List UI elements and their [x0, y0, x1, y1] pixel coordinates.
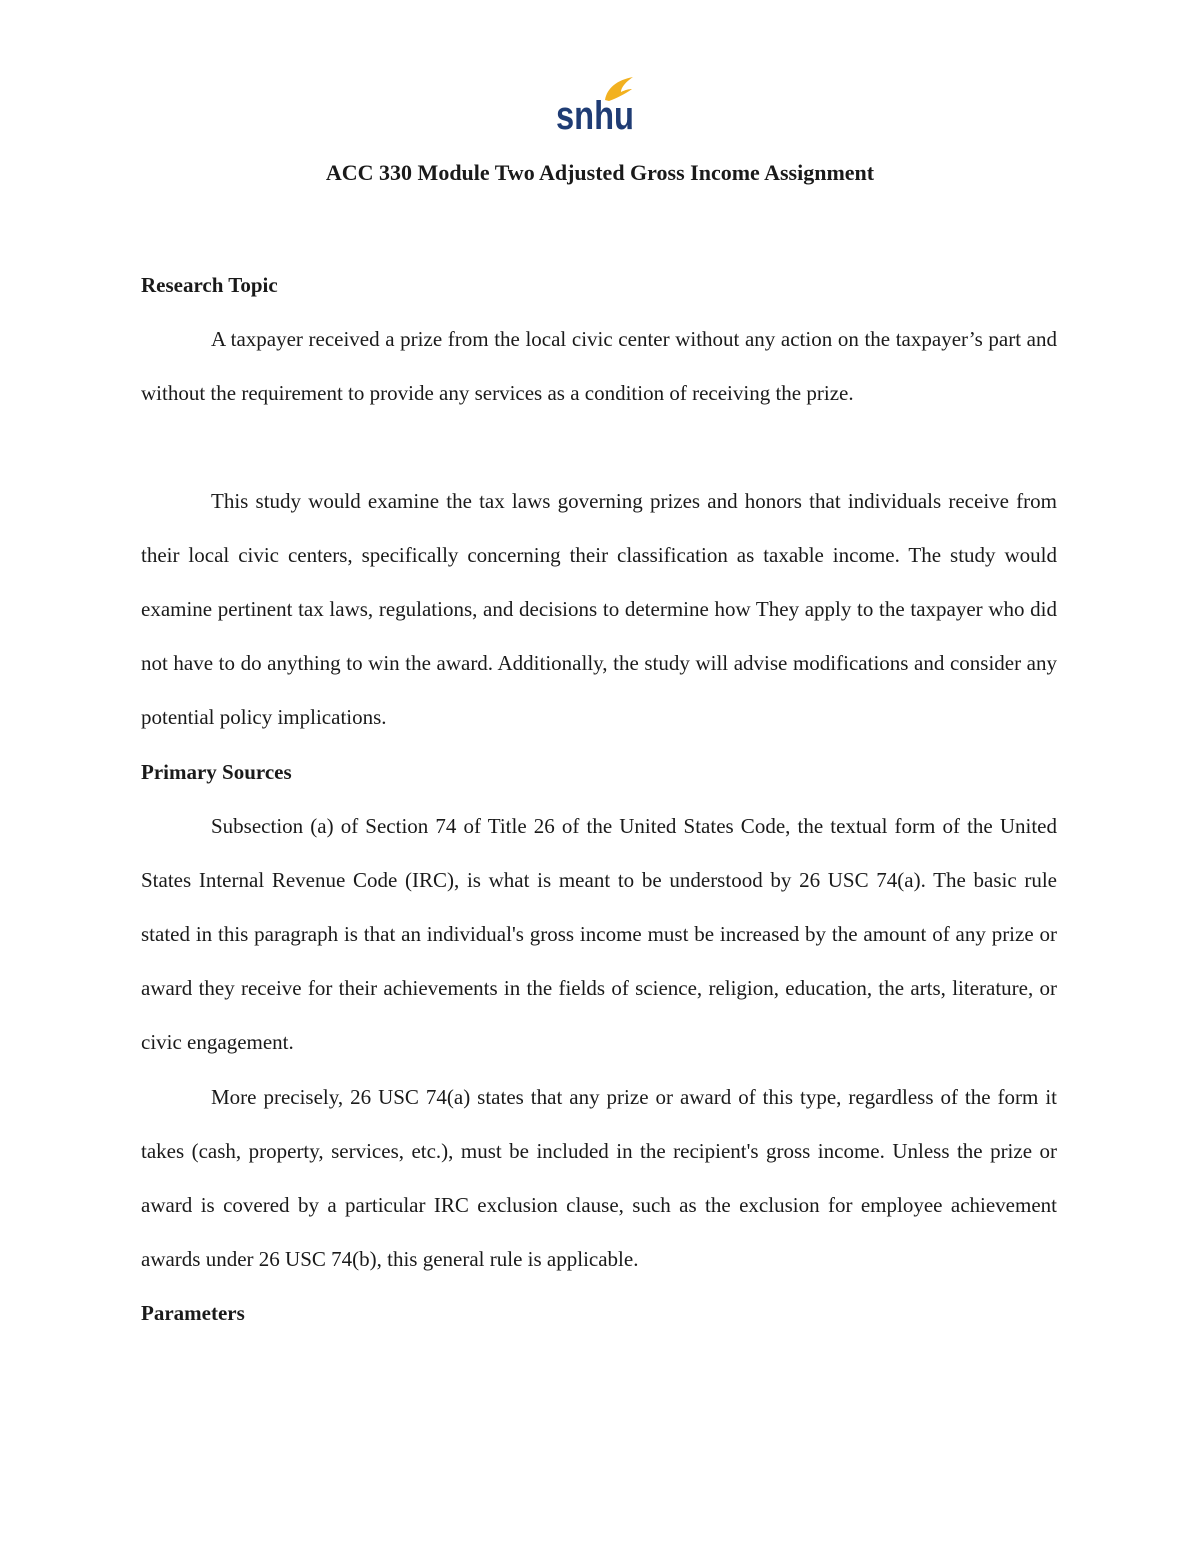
primary-sources-paragraph-2: More precisely, 26 USC 74(a) states that any prize or award of this type, regardless of the form it takes (cash, property, services, etc.), must be included in the recipient's gross income. Unless the prize or award is covered by a particular IRC exclusion clause, such as the exclusion for employee achievement awards under 26 USC 74(b), this general rule is applicable. [141, 1085, 1057, 1271]
primary-sources-paragraph-1: Subsection (a) of Section 74 of Title 26 of the United States Code, the textual form of the United States Internal Revenue Code (IRC), is what is meant to be understood by 26 USC 74(a). The basic rule stated in this paragraph is that an individual's gross income must be increased by the amount of any prize or award they receive for their achievements in the fields of science, religion, education, the arts, literature, or civic engagement. [141, 814, 1057, 1054]
document-title: ACC 330 Module Two Adjusted Gross Income Assignment [325, 160, 875, 185]
section-heading-primary-sources: Primary Sources [141, 760, 292, 784]
section-heading-research-topic: Research Topic [141, 273, 278, 297]
snhu-logo [555, 74, 639, 138]
section-heading-parameters: Parameters [141, 1301, 245, 1325]
research-topic-paragraph-2: This study would examine the tax laws governing prizes and honors that individuals receive from their local civic centers, specifically concerning their classification as taxable income. The study would examine pertinent tax laws, regulations, and decisions to determine how They apply to the taxpayer who did not have to do anything to win the award. Additionally, the study will advise modifications and consider any potential policy implications. [141, 489, 1057, 729]
research-topic-paragraph-1: A taxpayer received a prize from the local civic center without any action on the taxpayer’s part and without the requirement to provide any services as a condition of receiving the prize. [141, 327, 1057, 405]
logo-wordmark: snhu [556, 94, 634, 138]
snhu-logo-mark [555, 74, 639, 138]
